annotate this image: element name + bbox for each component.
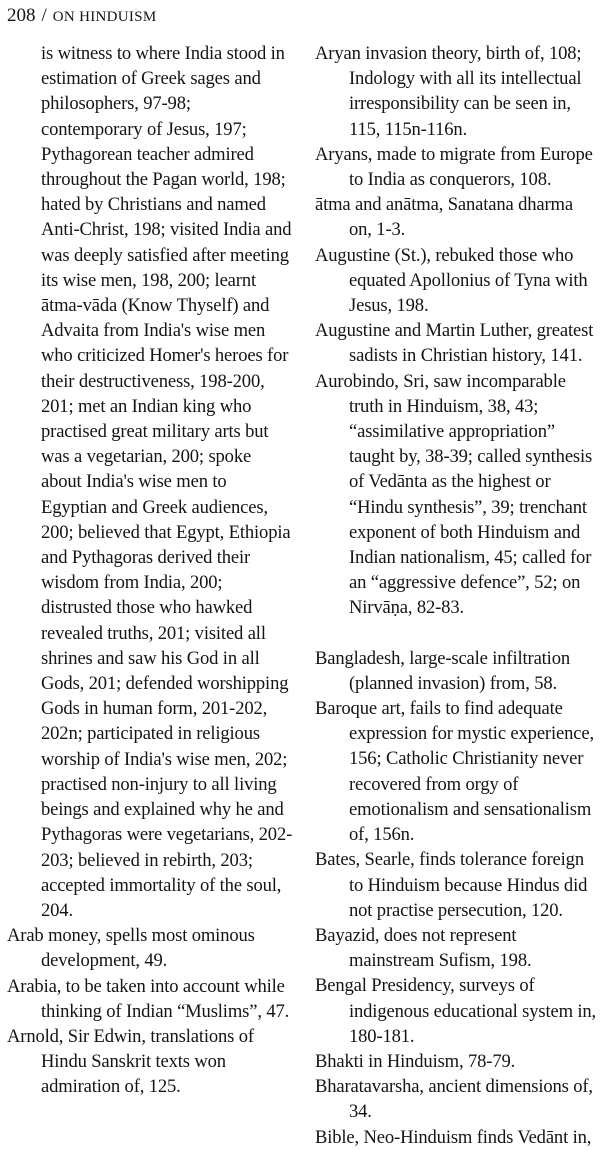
- book-title: ON HINDUISM: [52, 9, 157, 25]
- index-entry: ātma and anātma, Sanatana dharma on, 1-3.: [315, 194, 573, 241]
- letter-section-gap: [315, 621, 600, 646]
- index-entry: Aryans, made to migrate from Europe to India as conquerors, 108.: [315, 143, 593, 191]
- index-entry: Bayazid, does not represent mainstream Sufism, 198.: [315, 924, 532, 972]
- index-entry: Arnold, Sir Edwin, translations of Hindu Sanskrit texts won admiration of, 125.: [7, 1025, 254, 1098]
- page-number: 208: [7, 5, 36, 26]
- index-entry: Bangladesh, large-scale infiltration (planned invasion) from, 58.: [315, 647, 570, 694]
- index-column-right: [315, 41, 600, 1150]
- index-entry: Bengal Presidency, surveys of indigenous educational system in, 180-181.: [315, 975, 597, 1047]
- index-entry: Bhakti in Hinduism, 78-79.: [315, 1050, 516, 1072]
- index-entry: Bharatavarsha, ancient dimensions of, 34.: [315, 1076, 593, 1123]
- index-entry: Baroque art, fails to find adequate expression for mystic experience, 156; Catholic Christianity never recovered from orgy of emotionalism and sensationalism of, 156n.: [315, 698, 594, 846]
- index-entry: Aurobindo, Sri, saw incomparable truth in Hinduism, 38, 43; “assimilative appropriation” taught by, 38-39; called synthesis of Vedānta as the highest or “Hindu synthesis”, 39; trenchant exponent of both Hinduism and Indian nationalism, 45; called for an “aggressive defence”, 52; on Nirvāṇa, 82-83.: [315, 370, 593, 619]
- index-column-left: [7, 41, 295, 1100]
- index-entry: Arabia, to be taken into account while thinking of Indian “Muslims”, 47.: [7, 975, 290, 1022]
- index-entry: Arab money, spells most ominous development, 49.: [7, 925, 255, 972]
- running-header: [7, 4, 157, 29]
- index-entry: Augustine (St.), rebuked those who equated Apollonius of Tyna with Jesus, 198.: [315, 244, 588, 317]
- index-entry-continuation: is witness to where India stood in estimation of Greek sages and philosophers, 97-98; contemporary of Jesus, 197; Pythagorean teacher admired throughout the Pagan world, 198; hated by Christians and named Anti-Christ, 198; visited India and was deeply satisfied after meeting its wise men, 198, 200; learnt ātma-vāda (Know Thyself) and Advaita from India's wise men who criticized Homer's heroes for their destructiveness, 198-200, 201; met an Indian king who practised great military arts but was a vegetarian, 200; spoke about India's wise men to Egyptian and Greek audiences, 200; believed that Egypt, Ethiopia and Pythagoras derived their wisdom from India, 200; distrusted those who hawked revealed truths, 201; visited all shrines and saw his God in all Gods, 201; defended worshipping Gods in human form, 201-202, 202n; participated in religious worship of India's wise men, 202; practised non-injury to all living beings and explained why he and Pythagoras were vegetarians, 202-203; believed in rebirth, 203; accepted immortality of the soul, 204.: [41, 43, 293, 921]
- index-entry: Aryan invasion theory, birth of, 108; Indology with all its intellectual irresponsibility can be seen in, 115, 115n-116n.: [315, 43, 582, 140]
- index-entry: Bates, Searle, finds tolerance foreign to Hinduism because Hindus did not practise persecution, 120.: [315, 849, 588, 921]
- header-separator: /: [41, 5, 47, 26]
- index-entry: Augustine and Martin Luther, greatest sadists in Christian history, 141.: [315, 320, 594, 367]
- index-entry: Bible, Neo-Hinduism finds Vedānt in,: [315, 1126, 592, 1148]
